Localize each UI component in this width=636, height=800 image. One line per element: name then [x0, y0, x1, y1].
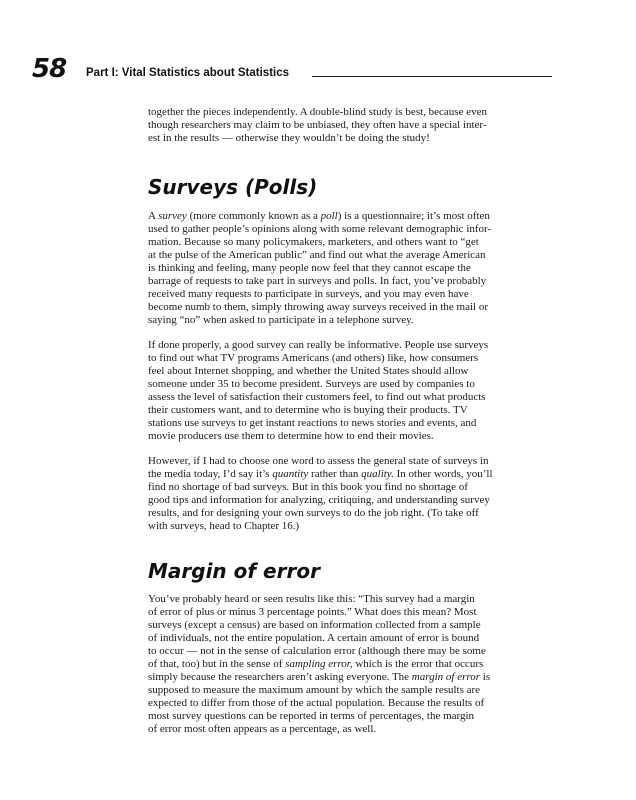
- text-line: [148, 262, 552, 275]
- text-line: together the pieces independently. A double-blind study is best, because even: [148, 106, 487, 118]
- italic-term: margin of error: [411, 671, 481, 683]
- italic-term: quality.: [361, 468, 394, 480]
- page-number: 58: [32, 54, 67, 84]
- surveys-paragraph-1: [148, 210, 552, 327]
- text-run: the media today, I’d say it’s: [148, 468, 273, 480]
- italic-term: poll: [320, 210, 338, 222]
- italic-term: quantity: [272, 468, 309, 480]
- italic-term: survey: [158, 210, 187, 222]
- text-line: [148, 314, 552, 327]
- text-line: [148, 223, 552, 236]
- text-run: feel about Internet shopping, and whether the United States should allow: [148, 365, 469, 377]
- text-run: However, if I had to choose one word to assess the general state of surveys in: [148, 455, 489, 467]
- text-run: surveys (except a census) are based on information collected from a sample: [148, 619, 481, 631]
- text-line: [148, 210, 552, 223]
- page-header: [32, 52, 552, 86]
- text-line: [148, 249, 552, 262]
- text-run: A: [148, 210, 159, 222]
- header-rule: [312, 76, 552, 77]
- text-line: [148, 723, 552, 736]
- text-run: become numb to them, simply throwing away surveys received in the mail or: [148, 301, 489, 313]
- text-run: saying “no” when asked to participate in a telephone survey.: [148, 314, 414, 326]
- text-line: [148, 404, 552, 417]
- text-run: ) is a questionnaire; it’s most often: [337, 210, 490, 222]
- text-run: of individuals, not the entire population. A certain amount of error is bound: [148, 632, 480, 644]
- text-run: most survey questions can be reported in terms of percentages, the margin: [148, 710, 475, 722]
- text-run: expected to differ from those of the actual population. Because the results of: [148, 697, 485, 709]
- text-line: [148, 671, 552, 684]
- text-line: [148, 507, 552, 520]
- text-run: movie producers use them to determine how to end their movies.: [148, 430, 434, 442]
- running-head: Part I: Vital Statistics about Statistics: [86, 67, 290, 79]
- text-run: which is the error that occurs: [352, 658, 484, 670]
- text-line: [148, 606, 552, 619]
- text-run: is: [480, 671, 491, 683]
- text-line: [148, 494, 552, 507]
- text-line: [148, 378, 552, 391]
- text-line: [148, 619, 552, 632]
- text-run: someone under 35 to become president. Surveys are used by companies to: [148, 378, 475, 390]
- text-run: supposed to measure the maximum amount by which the sample results are: [148, 684, 481, 696]
- text-line: [148, 339, 552, 352]
- text-run: their customers want, and to determine who is buying their products. TV: [148, 404, 468, 416]
- intro-paragraph: [148, 106, 552, 145]
- text-run: In other words, you’ll: [393, 468, 493, 480]
- text-line: [148, 352, 552, 365]
- text-line: [148, 236, 552, 249]
- text-run: of error of plus or minus 3 percentage points.” What does this mean? Most: [148, 606, 477, 618]
- italic-term: sampling error,: [285, 658, 353, 670]
- text-run: to occur — not in the sense of calculation error (although there may be some: [148, 645, 486, 657]
- text-line: [148, 455, 552, 468]
- text-run: results, and for designing your own surveys to do the job right. (To take off: [148, 507, 479, 519]
- text-run: You’ve probably heard or seen results like this: “This survey had a margin: [148, 593, 475, 605]
- text-run: find no shortage of bad surveys. But in this book you find no shortage of: [148, 481, 468, 493]
- text-run: If done properly, a good survey can really be informative. People use surveys: [148, 339, 489, 351]
- surveys-paragraph-3: [148, 455, 552, 533]
- text-run: received many requests to participate in surveys, and you may even have: [148, 288, 469, 300]
- text-line: [148, 365, 552, 378]
- text-run: of that, too) but in the sense of: [148, 658, 286, 670]
- text-line: [148, 275, 552, 288]
- text-run: rather than: [308, 468, 362, 480]
- text-line: though researchers may claim to be unbiased, they often have a special inter-: [148, 119, 487, 131]
- text-line: [148, 520, 552, 533]
- text-line: [148, 593, 552, 606]
- page-body: [148, 106, 552, 748]
- text-line: [148, 710, 552, 723]
- text-run: barrage of requests to take part in surveys and polls. In fact, you’ve probably: [148, 275, 487, 287]
- text-line: [148, 391, 552, 404]
- text-line: [148, 430, 552, 443]
- text-run: is thinking and feeling, many people now feel that they cannot escape the: [148, 262, 471, 274]
- text-line: [148, 658, 552, 671]
- text-run: simply because the researchers aren’t asking everyone. The: [148, 671, 412, 683]
- surveys-heading: Surveys (Polls): [148, 175, 318, 199]
- text-line: [148, 417, 552, 430]
- text-run: at the pulse of the American public” and find out what the average American: [148, 249, 486, 261]
- text-run: assess the level of satisfaction their customers feel, to find out what products: [148, 391, 486, 403]
- text-line: est in the results — otherwise they wouldn’t be doing the study!: [148, 132, 430, 144]
- text-run: with surveys, head to Chapter 16.): [148, 520, 300, 532]
- margin-of-error-heading: Margin of error: [148, 559, 320, 583]
- text-line: [148, 481, 552, 494]
- text-run: used to gather people’s opinions along with some relevant demographic infor-: [148, 223, 492, 235]
- surveys-paragraph-2: [148, 339, 552, 443]
- text-run: good tips and information for analyzing, critiquing, and understanding survey: [148, 494, 490, 506]
- text-line: [148, 632, 552, 645]
- text-run: stations use surveys to get instant reactions to news stories and events, and: [148, 417, 477, 429]
- text-run: to find out what TV programs Americans (and others) like, how consumers: [148, 352, 479, 364]
- text-run: of error most often appears as a percentage, as well.: [148, 723, 377, 735]
- text-line: [148, 301, 552, 314]
- text-line: [148, 468, 552, 481]
- margin-of-error-paragraph: [148, 593, 552, 736]
- text-line: [148, 684, 552, 697]
- text-line: [148, 288, 552, 301]
- text-run: (more commonly known as a: [186, 210, 321, 222]
- text-line: [148, 697, 552, 710]
- text-run: mation. Because so many policymakers, marketers, and others want to “get: [148, 236, 479, 248]
- text-line: [148, 645, 552, 658]
